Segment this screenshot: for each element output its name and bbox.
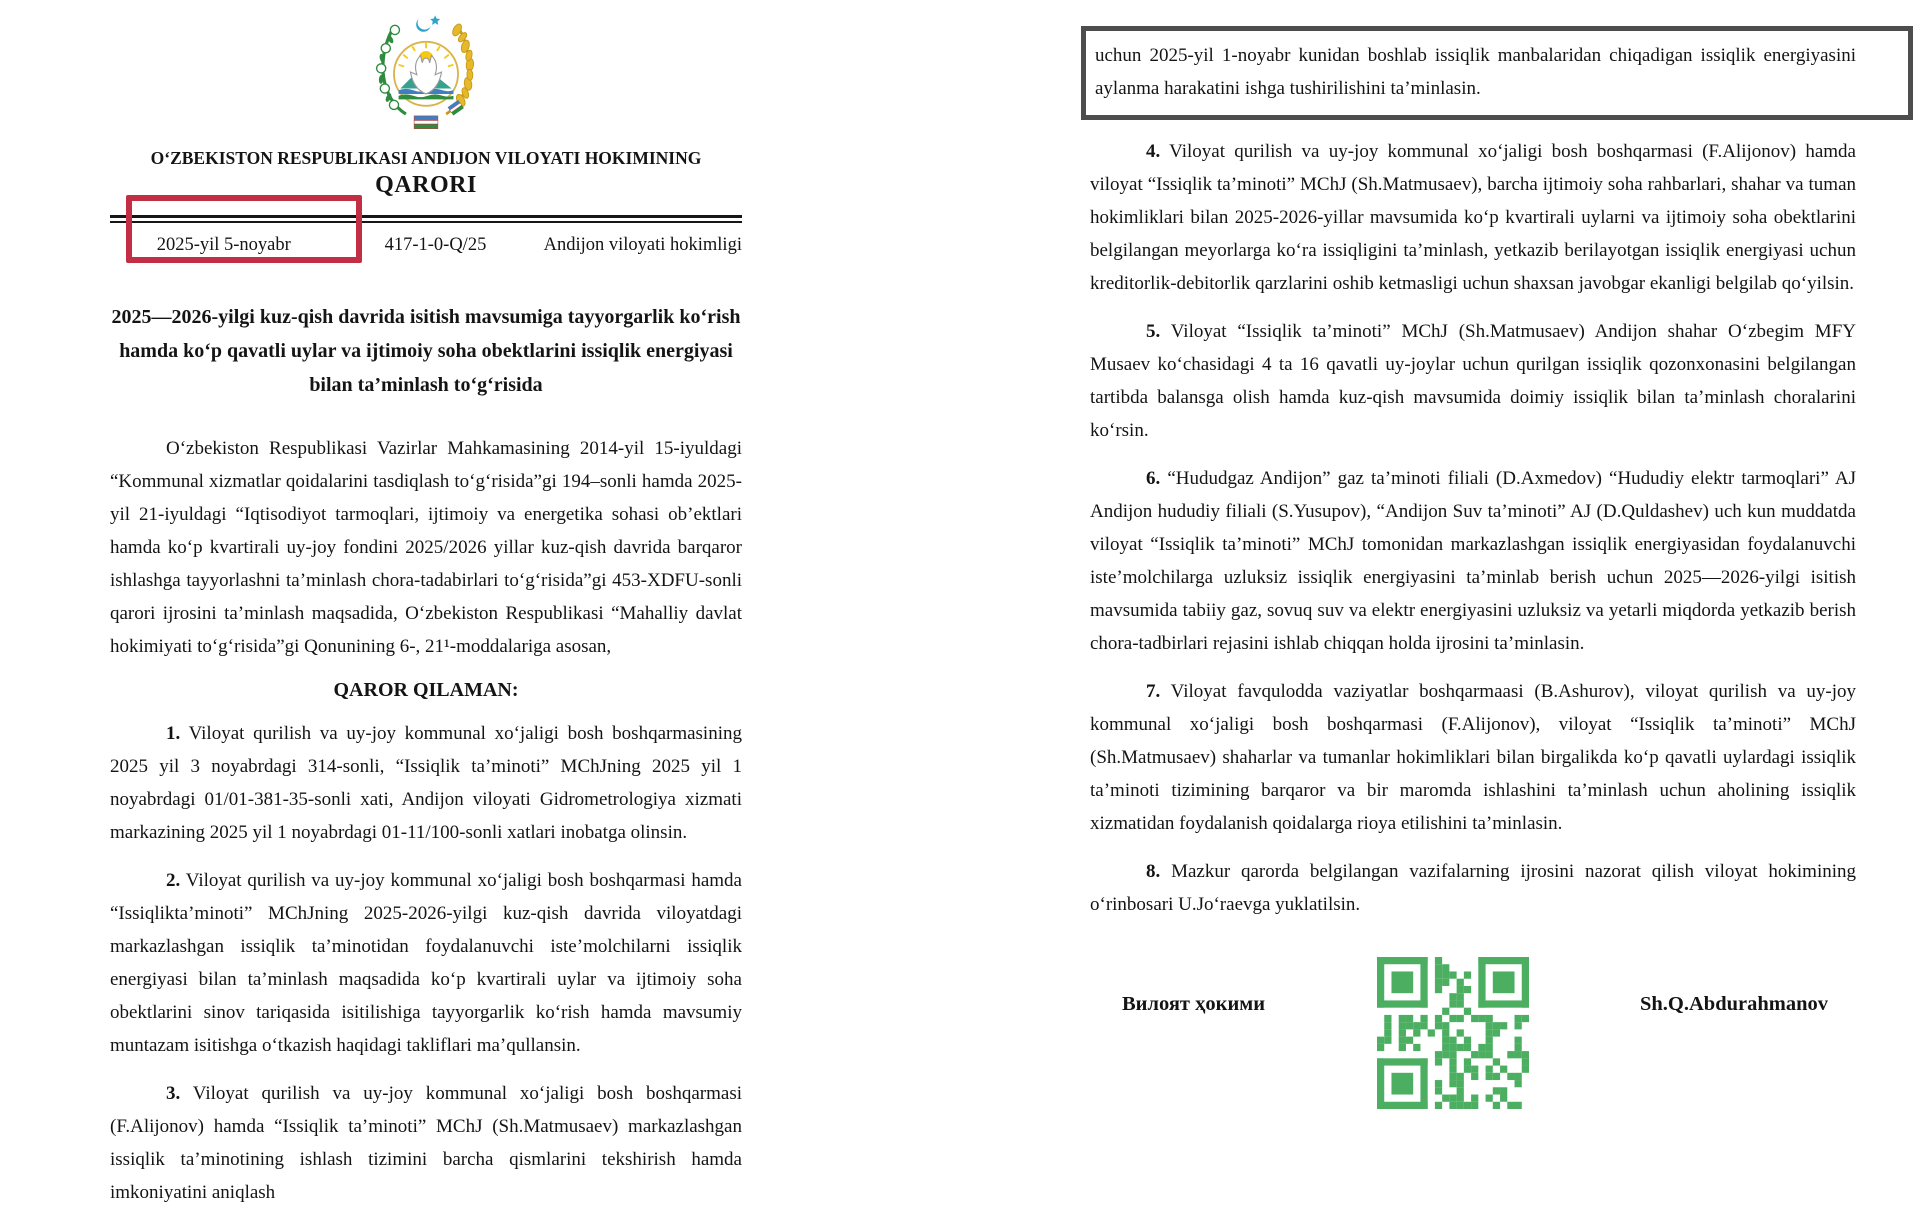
item-5-text: Viloyat “Issiqlik ta’minoti” MChJ (Sh.Matmusaev) Andijon shahar O‘zbegim MFY Musaev ko‘chasidagi 4 ta 16 qavatli uy-joylar uchun qurilgan issiqlik qozonxonasini belgilangan tartibda balansga olish hamda kuz-qish mavsumida doimiy issiqlik bilan ta’minlash choralarini ko‘rsin. <box>1090 321 1856 441</box>
item-3-text: Viloyat qurilish va uy-joy kommunal xo‘jaligi bosh boshqarmasi (F.Alijonov) hamda “Issiqlik ta’minoti” MChJ (Sh.Matmusaev) markazlashgan issiqlik ta’minotining ishlash tizimini barcha qismlarini tekshirish hamda imkoniyatini aniqlash <box>110 1083 742 1203</box>
item-7-number: 7. <box>1146 681 1161 702</box>
date-highlight-box <box>126 195 362 263</box>
doc-number: 417-1-0-Q/25 <box>384 235 487 255</box>
item-6-text: “Hududgaz Andijon” gaz ta’minoti filiali (D.Axmedov) “Hududiy elektr tarmoqlari” AJ Andijon hududiy filiali (S.Yusupov), “Andijon Suv ta’minoti” AJ (D.Quldashev) uch kun muddatda viloyat “Issiqlik ta’minoti” MChJ tomonidan markazlashgan issiqlik energiyasidan foydalanuvchi iste’molchilarga uzluksiz issiqlik energiyasini ta’minlab berish uchun 2025—2026-yilgi isitish mavsumida tabiiy gaz, sovuq suv va elektr energiyasini uzluksiz va yetarli miqdorda yetkazib berish chora-tadbirlari rejasini ishlab chiqqan holda ijrosini ta’minlasin. <box>1090 468 1856 654</box>
item-7-text: Viloyat favqulodda vaziyatlar boshqarmaasi (B.Ashurov), viloyat qurilish va uy-joy kommunal xo‘jaligi bosh boshqarmasi (F.Alijonov), viloyat “Issiqlik ta’minoti” MChJ (Sh.Matmusaev) shaharlar va tumanlar hokimliklari bilan birgalikda ko‘p qavatli uylardagi issiqlik ta’minoti tizimining barqaror va bir maromda ishlashini ta’minlash uchun aholining issiqlik xizmatidan foydalanish qoidalarga rioya etilishini ta’minlasin. <box>1090 681 1856 834</box>
header-doc-type: QARORI <box>375 172 477 198</box>
uzbekistan-emblem <box>362 6 490 138</box>
continuation-highlight-box <box>1081 26 1913 120</box>
decree-item-6 <box>1090 462 1856 660</box>
item-3-number: 3. <box>166 1083 181 1104</box>
item-3-continuation: uchun 2025-yil 1-noyabr kunidan boshlab issiqlik manbalaridan chiqadigan issiqlik energiyasini aylanma harakatini ishga tushirilishini ta’minlasin. <box>1095 45 1856 99</box>
item-8-number: 8. <box>1146 861 1161 882</box>
decree-item-7 <box>1090 675 1856 840</box>
item-6-number: 6. <box>1146 468 1161 489</box>
signer-position: Вилоят ҳокими <box>1122 993 1266 1015</box>
resolution-heading: QAROR QILAMAN: <box>333 679 519 701</box>
header-meta <box>110 215 742 256</box>
decree-item-5 <box>1090 315 1856 447</box>
header-organization: O‘ZBEKISTON RESPUBLIKASI ANDIJON VILOYATI HOKIMINING <box>150 148 702 168</box>
signer-name: Sh.Q.Abdurahmanov <box>1640 993 1828 1015</box>
item-1-text: Viloyat qurilish va uy-joy kommunal xo‘jaligi bosh boshqarmasining 2025 yil 3 noyabrdagi 314-sonli, “Issiqlik ta’minoti” MChJning 2025 yil 1 noyabrdagi 01/01-381-35-sonli xati, Andijon viloyati Gidrometrologiya xizmati markazining 2025 yil 1 noyabrdagi 01-11/100-sonli xatlari inobatga olinsin. <box>110 723 742 843</box>
decree-item-3 <box>110 1077 742 1209</box>
doc-issuer: Andijon viloyati hokimligi <box>543 235 742 255</box>
signature-block <box>1090 957 1856 1109</box>
decree-item-1 <box>110 717 742 849</box>
item-8-text: Mazkur qarorda belgilangan vazifalarning ijrosini nazorat qilish viloyat hokimining o‘rinbosari U.Jo‘raevga yuklatilsin. <box>1090 861 1856 915</box>
decree-item-2 <box>110 864 742 1062</box>
item-2-number: 2. <box>166 870 181 891</box>
left-column <box>110 0 742 1209</box>
item-2-text: Viloyat qurilish va uy-joy kommunal xo‘jaligi bosh boshqarmasi hamda “Issiqlikta’minoti” MChJning 2025-2026-yilgi kuz-qish davrida viloyatdagi markazlashgan issiqlik ta’minotidan foydalanuvchi iste’molchilarni issiqlik energiyasi bilan ta’minlash maqsadida ko‘p kvartirali uylar va ijtimoiy soha obektlarini sinov tariqasida isitilishiga tayyorgarlik ko‘rish hamda mavsumiy muntazam isitishga o‘tkazish haqidagi takliflari ma’qullansin. <box>110 870 742 1056</box>
preamble: O‘zbekiston Respublikasi Vazirlar Mahkamasining 2014-yil 15-iyuldagi “Kommunal xizmatlar qoidalarini tasdiqlash to‘g‘risida”gi 194–sonli hamda 2025-yil 21-iyuldagi “Iqtisodiyot tarmoqlari, ijtimoiy va energetika sohasi ob’ektlari hamda ko‘p kvartirali uy-joy fondini 2025/2026 yillar kuz-qish davrida barqaror ishlashga tayyorlashni ta’minlash chora-tadabirlari to‘g‘risida”gi 453-XDFU-sonli qarori ijrosini ta’minlash maqsadida, O‘zbekiston Respublikasi “Mahalliy davlat hokimiyati to‘g‘risida”gi Qonunining 6-, 21¹-moddalariga asosan, <box>110 438 742 657</box>
decree-item-8 <box>1090 855 1856 921</box>
doc-date: 2025-yil 5-noyabr <box>156 235 291 255</box>
emblem-wrap <box>110 6 742 140</box>
item-1-number: 1. <box>166 723 181 744</box>
right-column <box>1090 0 1856 1109</box>
qr-code <box>1377 957 1529 1109</box>
document-title: 2025—2026-yilgi kuz-qish davrida isitish mavsumiga tayyorgarlik ko‘rish hamda ko‘p qavatli uylar va ijtimoiy soha obektlarini issiqlik energiyasi bilan ta’minlash to‘g‘risida <box>111 306 741 396</box>
decree-item-4 <box>1090 135 1856 300</box>
item-4-text: Viloyat qurilish va uy-joy kommunal xo‘jaligi bosh boshqarmasi (F.Alijonov) hamda viloyat “Issiqlik ta’minoti” MChJ (Sh.Matmusaev), barcha ijtimoiy soha rahbarlari, shahar va tuman hokimliklari bilan 2025-2026-yillar mavsumida ko‘p kvartirali uylarni va ijtimoiy soha obektlarini belgilangan meyorlarga ko‘ra issiqligini ta’minlash, yetkazib berilayotgan issiqlik energiyasi uchun kreditorlik-debitorlik qarzlarini oshib ketmasligi uchun shaxsan javobgar ekanligi belgilab qo‘yilsin. <box>1090 141 1856 294</box>
item-4-number: 4. <box>1146 141 1161 162</box>
item-5-number: 5. <box>1146 321 1161 342</box>
